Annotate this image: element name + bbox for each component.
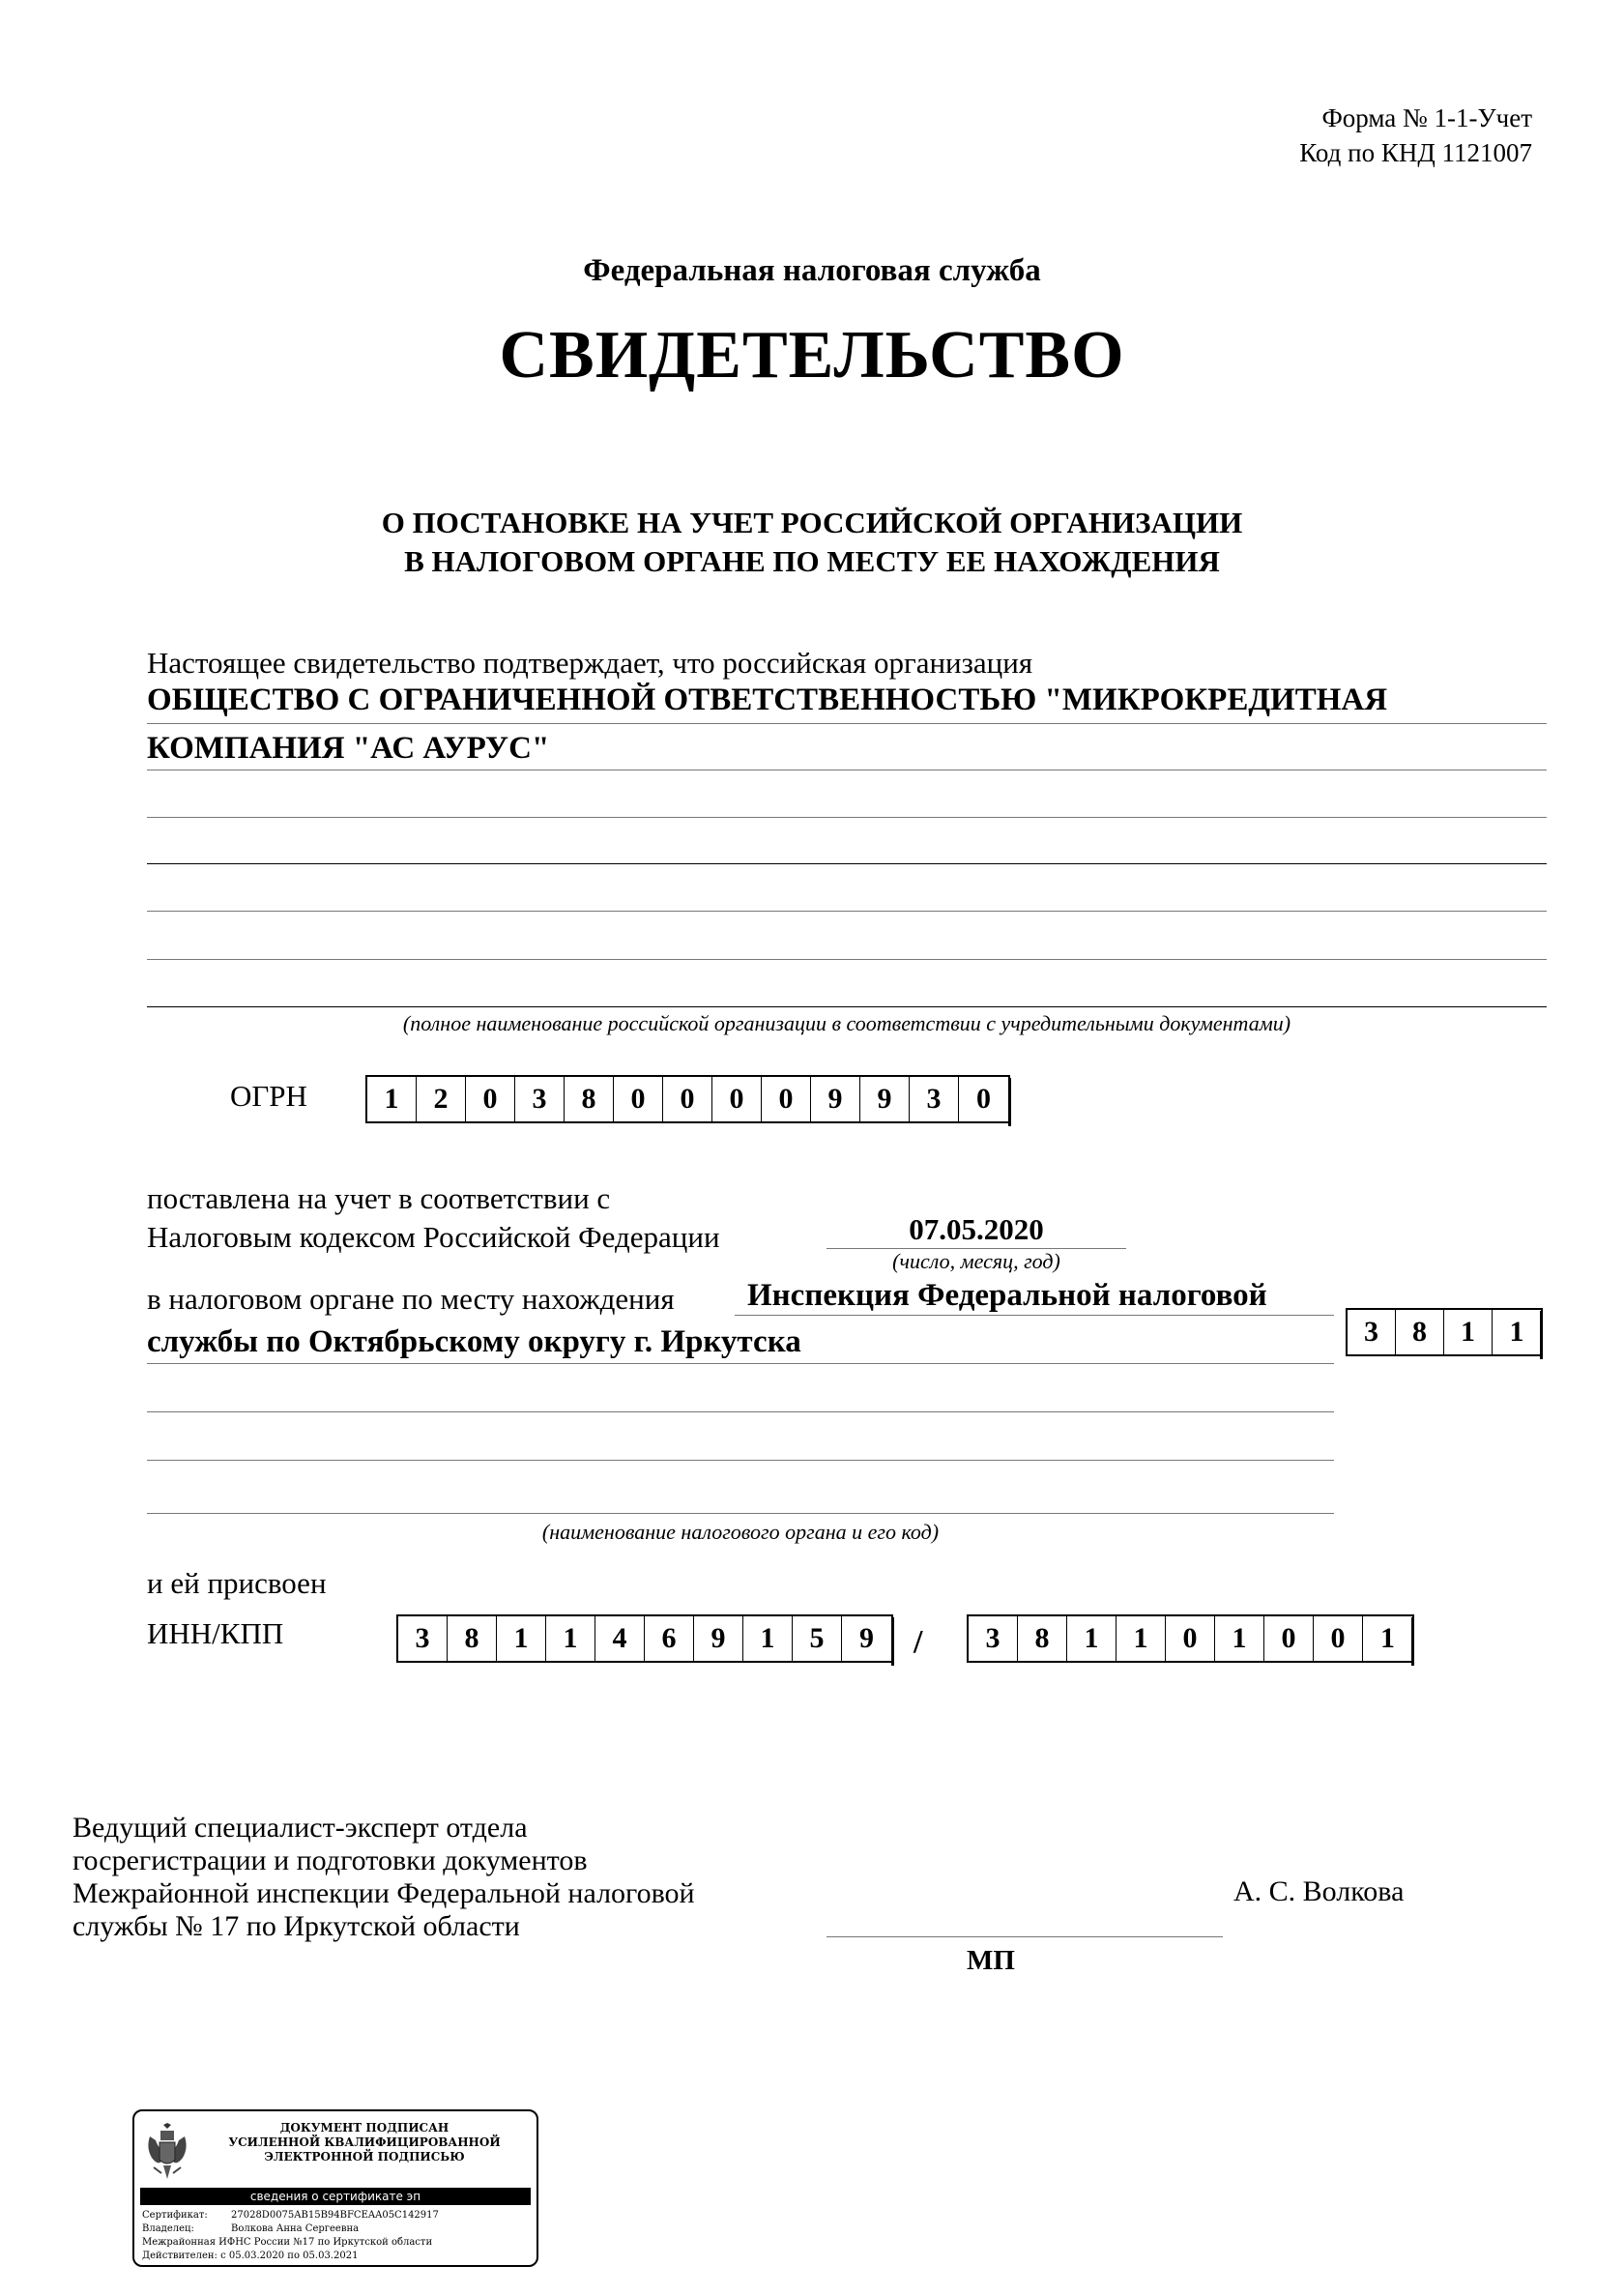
- esign-title-line-3: ЭЛЕКТРОННОЙ ПОДПИСЬЮ: [264, 2150, 465, 2164]
- org-underline-3: [147, 817, 1547, 818]
- org-underline-6: [147, 959, 1547, 960]
- inn-digit: 4: [595, 1616, 645, 1661]
- kpp-digit: 0: [1264, 1616, 1314, 1661]
- organ-underline-2: [147, 1363, 1334, 1364]
- organ-underline-5: [147, 1513, 1334, 1514]
- inn-digit: 3: [398, 1616, 448, 1661]
- subtitle-line-2: В НАЛОГОВОМ ОРГАНЕ ПО МЕСТУ ЕЕ НАХОЖДЕНИЯ: [404, 544, 1220, 578]
- kpp-digit: 1: [1380, 1622, 1395, 1654]
- ogrn-label: ОГРН: [230, 1079, 307, 1113]
- organ-code-digit: 3: [1348, 1310, 1396, 1354]
- esign-title-line-2: УСИЛЕННОЙ КВАЛИФИЦИРОВАННОЙ: [228, 2135, 501, 2149]
- intro-text: Настоящее свидетельство подтверждает, что российская организация: [147, 646, 1033, 680]
- esign-cert-bar: сведения о сертификате эп: [140, 2188, 531, 2205]
- organ-underline-3: [147, 1411, 1334, 1412]
- inn-cells-edge: [891, 1617, 894, 1666]
- esign-owner-row: [142, 2223, 359, 2234]
- org-underline-4: [147, 863, 1547, 864]
- inn-cells: [396, 1614, 893, 1663]
- organ-name-line-2: службы по Октябрьскому округу г. Иркутска: [147, 1324, 801, 1359]
- organ-underline-1: [735, 1315, 1334, 1316]
- ogrn-digit: 8: [565, 1077, 614, 1121]
- ogrn-digit: 0: [614, 1077, 663, 1121]
- esign-issuer-row: Межрайонная ИФНС России №17 по Иркутской области: [142, 2237, 433, 2248]
- subtitle-line-1: О ПОСТАНОВКЕ НА УЧЕТ РОССИЙСКОЙ ОРГАНИЗАЦИИ: [381, 506, 1243, 539]
- kpp-digit: 0: [1314, 1616, 1363, 1661]
- esign-title-line-1: ДОКУМЕНТ ПОДПИСАН: [279, 2121, 450, 2135]
- signatory-name: А. С. Волкова: [1233, 1875, 1405, 1907]
- org-underline-1: [147, 723, 1547, 724]
- esign-cert-value: 27028D0075AB15B94BFCEAA05C142917: [231, 2210, 439, 2221]
- inn-kpp-label: ИНН/КПП: [147, 1616, 284, 1650]
- esign-cert-row: [142, 2210, 439, 2221]
- inn-digit: 5: [793, 1616, 842, 1661]
- form-code: [1299, 101, 1532, 170]
- coat-of-arms-icon: [144, 2123, 190, 2183]
- mp-label: МП: [967, 1945, 1015, 1976]
- signatory-position: [72, 1812, 695, 1943]
- ogrn-digit: 0: [466, 1077, 515, 1121]
- org-underline-5: [147, 911, 1547, 912]
- org-caption: (полное наименование российской организации в соответствии с учредительными документами): [402, 1011, 1291, 1035]
- inn-digit: 8: [448, 1616, 497, 1661]
- esign-owner-value: Волкова Анна Сергеевна: [231, 2223, 360, 2234]
- inn-digit: 1: [497, 1616, 546, 1661]
- ogrn-cells: [365, 1075, 1010, 1123]
- esign-valid-label: Действителен:: [142, 2251, 218, 2261]
- ogrn-digit: 9: [811, 1077, 860, 1121]
- inn-digit: 1: [743, 1616, 793, 1661]
- ogrn-digit: 3: [515, 1077, 565, 1121]
- page-title: СВИДЕТЕЛЬСТВО: [499, 318, 1125, 392]
- esign-valid-value: с 05.03.2020 по 05.03.2021: [220, 2251, 359, 2261]
- organ-code-digit: 1: [1509, 1316, 1524, 1348]
- esign-stamp: [132, 2109, 538, 2267]
- registration-date: 07.05.2020: [909, 1212, 1044, 1246]
- organ-underline-4: [147, 1460, 1334, 1461]
- inn-digit: 1: [546, 1616, 595, 1661]
- inn-digit: 9: [859, 1622, 874, 1654]
- form-knd: Код по КНД 1121007: [1299, 138, 1532, 167]
- ogrn-digit: 9: [860, 1077, 910, 1121]
- organ-name-line-1: Инспекция Федеральной налоговой: [747, 1278, 1267, 1313]
- inn-digit: 9: [694, 1616, 743, 1661]
- esign-cert-label: Сертификат:: [142, 2210, 208, 2221]
- form-number: Форма № 1-1-Учет: [1321, 103, 1532, 132]
- org-name-line-2: КОМПАНИЯ "АС АУРУС": [147, 731, 550, 766]
- kpp-digit: 8: [1018, 1616, 1067, 1661]
- ogrn-digit: 1: [367, 1077, 417, 1121]
- kpp-cells: [967, 1614, 1414, 1663]
- ogrn-cells-edge: [1008, 1078, 1011, 1126]
- registration-text-1: поставлена на учет в соответствии с: [147, 1181, 611, 1215]
- esign-valid-row: [142, 2251, 358, 2261]
- signatory-line-1: Ведущий специалист-эксперт отдела: [72, 1812, 528, 1844]
- ogrn-digit: 0: [663, 1077, 712, 1121]
- kpp-digit: 1: [1067, 1616, 1116, 1661]
- date-caption: (число, месяц, год): [892, 1249, 1060, 1273]
- org-name-line-1: ОБЩЕСТВО С ОГРАНИЧЕННОЙ ОТВЕТСТВЕННОСТЬЮ "МИКРОКРЕДИТНАЯ: [147, 683, 1388, 717]
- inn-digit: 6: [645, 1616, 694, 1661]
- ogrn-digit: 0: [712, 1077, 762, 1121]
- organ-code-edge: [1540, 1311, 1543, 1359]
- org-underline-7: [147, 1006, 1547, 1007]
- service-name: Федеральная налоговая служба: [583, 253, 1041, 288]
- inn-kpp-separator: /: [914, 1624, 923, 1660]
- signature-line: [826, 1936, 1223, 1937]
- kpp-digit: 3: [969, 1616, 1018, 1661]
- organ-code-digit: 8: [1396, 1310, 1444, 1354]
- esign-owner-label: Владелец:: [142, 2223, 194, 2234]
- kpp-digit: 1: [1215, 1616, 1264, 1661]
- registration-text-2: Налоговым кодексом Российской Федерации: [147, 1220, 720, 1254]
- signatory-line-4: службы № 17 по Иркутской области: [72, 1910, 520, 1942]
- signatory-line-2: госрегистрации и подготовки документов: [72, 1845, 588, 1876]
- assigned-text: и ей присвоен: [147, 1566, 327, 1600]
- esign-title: [200, 2121, 529, 2164]
- kpp-digit: 1: [1116, 1616, 1166, 1661]
- kpp-cells-edge: [1411, 1617, 1414, 1666]
- organ-code-digit: 1: [1444, 1310, 1493, 1354]
- organ-label: в налоговом органе по месту нахождения: [147, 1282, 675, 1316]
- signatory-line-3: Межрайонной инспекции Федеральной налоговой: [72, 1877, 695, 1909]
- ogrn-digit: 2: [417, 1077, 466, 1121]
- kpp-digit: 0: [1166, 1616, 1215, 1661]
- organ-caption: (наименование налогового органа и его код): [541, 1520, 940, 1544]
- ogrn-digit: 0: [762, 1077, 811, 1121]
- ogrn-digit: 0: [976, 1083, 991, 1115]
- organ-code-cells: [1346, 1308, 1543, 1356]
- ogrn-digit: 3: [910, 1077, 959, 1121]
